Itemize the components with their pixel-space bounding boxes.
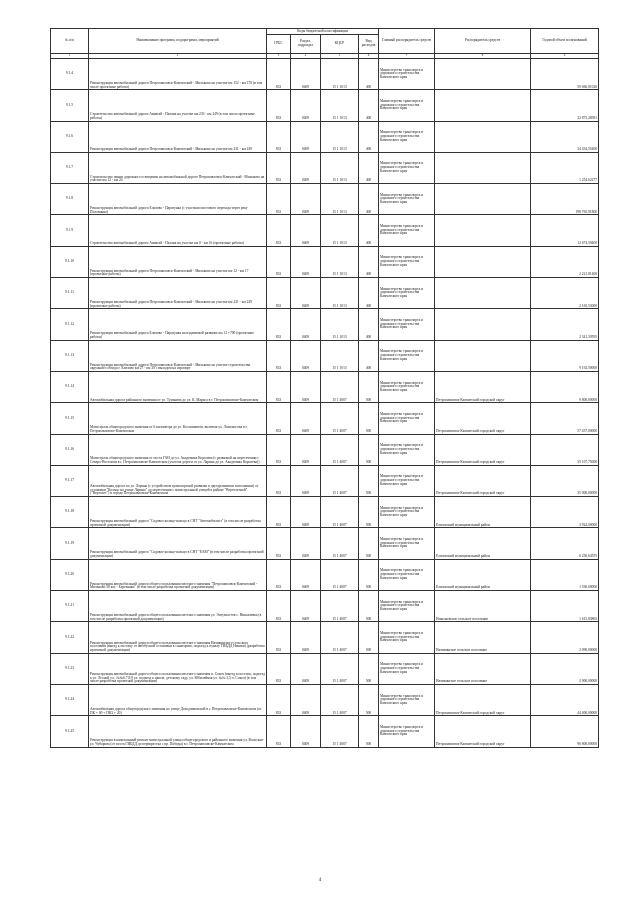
row-manager: Министерство транспорта и дорожного строительства Камчатского края	[379, 90, 435, 121]
header-name: Наименование программ, подпрограмм, мероприятий	[89, 29, 267, 54]
row-csr: 15 1 1013	[321, 121, 359, 152]
row-manager: Министерство транспорта и дорожного строительства Камчатского края	[379, 497, 435, 528]
row-name: Автомобильная дорога общегородского значения по улице Доходчиковской в г. Петропавловске-Камчатском (от ПК + 00 + ПК3 + 20)	[89, 684, 267, 715]
row-section: 0409	[291, 465, 321, 496]
row-grbs: 833	[267, 403, 291, 434]
budget-table	[50, 28, 599, 748]
table-row	[51, 59, 599, 90]
row-recipient: Начикинское сельское поселение	[435, 653, 531, 684]
row-section: 0409	[291, 152, 321, 183]
row-vr: 500	[359, 403, 379, 434]
row-grbs: 833	[267, 309, 291, 340]
row-grbs: 833	[267, 371, 291, 402]
row-recipient: Петропавловск-Камчатский городской округ	[435, 434, 531, 465]
column-index: 1	[51, 54, 89, 59]
row-csr: 15 1 4007	[321, 403, 359, 434]
row-manager: Министерство транспорта и дорожного строительства Камчатского края	[379, 59, 435, 90]
row-recipient	[435, 340, 531, 371]
row-csr: 15 1 1013	[321, 246, 359, 277]
table-row	[51, 528, 599, 559]
row-grbs: 833	[267, 340, 291, 371]
row-recipient: Начикинское сельское поселение	[435, 622, 531, 653]
row-number: 9.1.23	[51, 653, 89, 684]
table-row	[51, 90, 599, 121]
page-number: 4	[318, 878, 322, 883]
row-grbs: 833	[267, 215, 291, 246]
column-index: 8	[435, 54, 531, 59]
row-csr: 15 1 4007	[321, 591, 359, 622]
table-body	[51, 59, 599, 748]
row-amount: 50 666,01020	[531, 59, 599, 90]
header-recipient: Распорядитель средств	[435, 29, 531, 54]
row-manager: Министерство транспорта и дорожного строительства Камчатского края	[379, 184, 435, 215]
row-name: Реконструкция автомобильной дороги общего пользования местного значения п. Сокоч (выезд в поселок, подъезд к ул. Лесной ул., №№6,7,8,9 ул. подъезд к школе, детскому саду, ул. Юбилейная ул. №№ 3,5 п. Сокоч) (в том числе разработка проектной документации)	[89, 653, 267, 684]
row-manager: Министерство транспорта и дорожного строительства Камчатского края	[379, 246, 435, 277]
row-csr: 15 1 1013	[321, 309, 359, 340]
row-csr: 15 1 4007	[321, 653, 359, 684]
row-csr: 15 1 4007	[321, 622, 359, 653]
row-name: Строительство линии дорожного освещения на автомобильной дороге Петропавловск-Камчатский - Мильково на участке км 12 - км 24	[89, 152, 267, 183]
row-csr: 15 1 4007	[321, 528, 359, 559]
row-vr: 500	[359, 528, 379, 559]
row-vr: 400	[359, 215, 379, 246]
row-name: Магистраль общегородского значения от поста ГАИ до ул. Академика Королева (с развязкой на пересечении с Северо-Востоком в г. Петропавловске-Камчатском (участок дороги от ул. Ларина до ул. Академика Королева))	[89, 434, 267, 465]
table-row	[51, 340, 599, 371]
table-row	[51, 121, 599, 152]
row-recipient	[435, 215, 531, 246]
row-amount: 35 107,75000	[531, 434, 599, 465]
column-index: 2	[89, 54, 267, 59]
row-name: Реконструкция автомобильной дороги Петропавловск-Камчатский - Мильково на участке км 231 - км 249 (проектные работы)	[89, 278, 267, 309]
row-recipient: Елизовский муниципальный район	[435, 528, 531, 559]
row-recipient	[435, 121, 531, 152]
row-section: 0409	[291, 309, 321, 340]
row-amount: 2 341,39595	[531, 309, 599, 340]
table-row	[51, 246, 599, 277]
row-number: 9.1.19	[51, 528, 89, 559]
table-row	[51, 152, 599, 183]
row-recipient: Елизовский муниципальный район	[435, 559, 531, 590]
row-name: Реконструкция автомобильной дороги общего пользования местного значения "Петропавловск-Камчатский - Мильково 56 км. - Березняки" (в том числе разработка проектной документации)	[89, 559, 267, 590]
row-recipient	[435, 184, 531, 215]
row-manager: Министерство транспорта и дорожного строительства Камчатского края	[379, 622, 435, 653]
row-section: 0409	[291, 559, 321, 590]
row-vr: 500	[359, 371, 379, 402]
table-row	[51, 559, 599, 590]
row-name: Реконструкция автомобильной дороги Петропавловск-Камчатский - Мильково на участке км 231 - км 249	[89, 121, 267, 152]
row-recipient	[435, 246, 531, 277]
table-row	[51, 497, 599, 528]
row-name: Реконструкция автомобильной дороги общего пользования местного значения Начикинского сельского поселения (выезд к поселку от автобусной остановки к санаторию, подъезд к пункту ГИБДД Начики) (разработка проектной документации)	[89, 622, 267, 653]
row-manager: Министерство транспорта и дорожного строительства Камчатского края	[379, 121, 435, 152]
row-amount: 2 090,00000	[531, 622, 599, 653]
row-manager: Министерство транспорта и дорожного строительства Камчатского края	[379, 309, 435, 340]
table-row	[51, 309, 599, 340]
row-vr: 400	[359, 90, 379, 121]
row-number: 9.1.21	[51, 591, 89, 622]
row-name: Реконструкция автомобильной дороги "Садовое кольцо-кольцо в СНТ "ЕАМ" (в том числе разработка проектной документации)	[89, 528, 267, 559]
row-section: 0409	[291, 591, 321, 622]
column-index: 6	[359, 54, 379, 59]
row-number: 9.1.13	[51, 340, 89, 371]
row-grbs: 833	[267, 465, 291, 496]
row-section: 0409	[291, 622, 321, 653]
row-number: 9.1.16	[51, 434, 89, 465]
row-manager: Министерство транспорта и дорожного строительства Камчатского края	[379, 653, 435, 684]
row-manager: Министерство транспорта и дорожного строительства Камчатского края	[379, 278, 435, 309]
row-section: 0409	[291, 716, 321, 747]
row-vr: 500	[359, 716, 379, 747]
row-manager: Министерство транспорта и дорожного строительства Камчатского края	[379, 152, 435, 183]
row-grbs: 833	[267, 622, 291, 653]
row-amount: 9 800,00000	[531, 371, 599, 402]
row-number: 9.1.8	[51, 184, 89, 215]
row-number: 9.1.12	[51, 309, 89, 340]
row-vr: 500	[359, 434, 379, 465]
row-section: 0409	[291, 184, 321, 215]
row-amount: 1 530,00000	[531, 559, 599, 590]
row-grbs: 833	[267, 152, 291, 183]
table-row	[51, 434, 599, 465]
table-row	[51, 465, 599, 496]
row-grbs: 833	[267, 528, 291, 559]
row-name: Строительство автомобильной дороги Анавгай - Палана на участке км 233 - км 249 (в том числе проектные работы)	[89, 90, 267, 121]
row-recipient: Петропавловск-Камчатский городской округ	[435, 716, 531, 747]
row-vr: 400	[359, 59, 379, 90]
header-code-group: Коды бюджетной классификации	[267, 29, 379, 35]
table-row	[51, 716, 599, 747]
column-index: 7	[379, 54, 435, 59]
header-num: № п/п	[51, 29, 89, 54]
column-index: 3	[267, 54, 291, 59]
row-recipient: Петропавловск-Камчатский городской округ	[435, 403, 531, 434]
row-csr: 15 1 1013	[321, 152, 359, 183]
row-recipient: Петропавловск-Камчатский городской округ	[435, 684, 531, 715]
row-recipient: Петропавловск-Камчатский городской округ	[435, 465, 531, 496]
row-number: 9.1.9	[51, 215, 89, 246]
row-number: 9.1.14	[51, 371, 89, 402]
row-grbs: 833	[267, 434, 291, 465]
row-recipient	[435, 309, 531, 340]
row-recipient: Николаевское сельское поселение	[435, 591, 531, 622]
row-amount: 96 800,00000	[531, 716, 599, 747]
table-row	[51, 622, 599, 653]
row-recipient: Петропавловск-Камчатский городской округ	[435, 371, 531, 402]
table-row	[51, 278, 599, 309]
header-vr: Вид расходов	[359, 35, 379, 54]
row-section: 0409	[291, 59, 321, 90]
row-number: 9.1.18	[51, 497, 89, 528]
row-number: 9.1.15	[51, 403, 89, 434]
row-amount: 3 924,00000	[531, 497, 599, 528]
row-recipient	[435, 59, 531, 90]
row-amount: 1 254,62277	[531, 152, 599, 183]
row-amount: 57 437,00000	[531, 403, 599, 434]
row-vr: 500	[359, 684, 379, 715]
row-csr: 15 1 1013	[321, 90, 359, 121]
header-grbs: ГРБС	[267, 35, 291, 54]
row-section: 0409	[291, 121, 321, 152]
row-section: 0409	[291, 434, 321, 465]
row-vr: 500	[359, 591, 379, 622]
row-recipient	[435, 90, 531, 121]
row-vr: 500	[359, 465, 379, 496]
row-manager: Министерство транспорта и дорожного строительства Камчатского края	[379, 215, 435, 246]
row-manager: Министерство транспорта и дорожного строительства Камчатского края	[379, 591, 435, 622]
row-name: Автомобильная дорога по ул. Ларина (с устройством транспортной развязки в двухуровневом исполнении) от остановки "Кольцо на улице Ларина" до пересечения с магистральной улицей в районе "Вертолетной" ("Вертолет") в городе Петропавловске-Камчатском	[89, 465, 267, 496]
row-amount: 44 400,00000	[531, 684, 599, 715]
row-csr: 15 1 4007	[321, 434, 359, 465]
row-amount: 2 221,81400	[531, 246, 599, 277]
row-grbs: 833	[267, 559, 291, 590]
row-grbs: 833	[267, 278, 291, 309]
row-section: 0409	[291, 684, 321, 715]
row-grbs: 833	[267, 121, 291, 152]
row-manager: Министерство транспорта и дорожного строительства Камчатского края	[379, 403, 435, 434]
header-manager: Главный распорядитель средств	[379, 29, 435, 54]
row-number: 9.1.6	[51, 121, 89, 152]
row-grbs: 833	[267, 184, 291, 215]
column-index: 4	[291, 54, 321, 59]
table-row	[51, 653, 599, 684]
row-amount: 9 192,50000	[531, 340, 599, 371]
row-csr: 15 1 4007	[321, 465, 359, 496]
row-number: 9.1.25	[51, 716, 89, 747]
row-number: 9.1.4	[51, 59, 89, 90]
table-row	[51, 215, 599, 246]
row-manager: Министерство транспорта и дорожного строительства Камчатского края	[379, 434, 435, 465]
row-manager: Министерство транспорта и дорожного строительства Камчатского края	[379, 465, 435, 496]
row-csr: 15 1 4007	[321, 716, 359, 747]
row-grbs: 833	[267, 246, 291, 277]
row-amount: 6 250,64555	[531, 528, 599, 559]
row-grbs: 833	[267, 716, 291, 747]
row-manager: Министерство транспорта и дорожного строительства Камчатского края	[379, 371, 435, 402]
row-name: Строительство автомобильной дороги Анавгай - Палана на участке км 0 - км 16 (проектные работы)	[89, 215, 267, 246]
row-grbs: 833	[267, 684, 291, 715]
row-csr: 15 1 1013	[321, 184, 359, 215]
row-csr: 15 1 4007	[321, 497, 359, 528]
row-grbs: 833	[267, 591, 291, 622]
row-number: 9.1.5	[51, 90, 89, 121]
row-vr: 400	[359, 278, 379, 309]
row-vr: 400	[359, 340, 379, 371]
row-manager: Министерство транспорта и дорожного строительства Камчатского края	[379, 559, 435, 590]
row-name: Магистраль общегородского значения от 6 километра до ул. Космонавтов, включая ул. Ломоносова в г. Петропавловске-Камчатском	[89, 403, 267, 434]
row-name: Реконструкция автомобильной дороги Елизово - Паратунка (с участком мостового перехода через реку Половинка)	[89, 184, 267, 215]
row-vr: 500	[359, 559, 379, 590]
row-number: 9.1.10	[51, 246, 89, 277]
row-csr: 15 1 4007	[321, 559, 359, 590]
row-name: Реконструкция автомобильной дороги "Садовое кольцо-кольцо в СНТ "Автомобилист" (в том числе разработка проектной документации)	[89, 497, 267, 528]
row-amount: 12 674,59400	[531, 215, 599, 246]
row-section: 0409	[291, 653, 321, 684]
header-csr: КЦСР	[321, 35, 359, 54]
row-vr: 400	[359, 121, 379, 152]
row-manager: Министерство транспорта и дорожного строительства Камчатского края	[379, 528, 435, 559]
budget-table-sheet	[50, 28, 598, 748]
row-grbs: 833	[267, 90, 291, 121]
column-index: 5	[321, 54, 359, 59]
table-row	[51, 403, 599, 434]
row-section: 0409	[291, 371, 321, 402]
row-section: 0409	[291, 403, 321, 434]
table-row	[51, 591, 599, 622]
row-amount: 2 165,53000	[531, 278, 599, 309]
row-vr: 500	[359, 497, 379, 528]
row-section: 0409	[291, 528, 321, 559]
row-section: 0409	[291, 340, 321, 371]
table-row	[51, 184, 599, 215]
row-number: 9.1.11	[51, 278, 89, 309]
row-number: 9.1.17	[51, 465, 89, 496]
row-name: Реконструкция автомобильной дороги Елизово - Паратунка на издаваемой развязке км 12 +700 (проектные работы)	[89, 309, 267, 340]
row-section: 0409	[291, 278, 321, 309]
row-number: 9.1.22	[51, 622, 89, 653]
row-vr: 400	[359, 184, 379, 215]
table-row	[51, 371, 599, 402]
row-amount: 34 434,55400	[531, 121, 599, 152]
row-number: 9.1.24	[51, 684, 89, 715]
row-amount: 32 875,28581	[531, 90, 599, 121]
row-vr: 400	[359, 246, 379, 277]
row-grbs: 833	[267, 653, 291, 684]
row-vr: 500	[359, 653, 379, 684]
row-name: Реконструкция в капитальный ремонт магистральной улицы общегородского и районного значения ул. Вольская-ул. Чубарова (от поста ГИБДД до перекрестка с пр. Победы) в г. Петропавловске-Камчатском	[89, 716, 267, 747]
row-csr: 15 1 1013	[321, 59, 359, 90]
column-index: 9	[531, 54, 599, 59]
row-name: Реконструкция автомобильной дороги общего пользования местного значения ул. Энтузиастов с. Николаевка (в том числе разработка проектной документации)	[89, 591, 267, 622]
row-manager: Министерство транспорта и дорожного строительства Камчатского края	[379, 716, 435, 747]
row-amount: 198 765,91800	[531, 184, 599, 215]
row-recipient	[435, 278, 531, 309]
row-csr: 15 1 1013	[321, 340, 359, 371]
row-csr: 15 1 1013	[321, 278, 359, 309]
row-vr: 400	[359, 309, 379, 340]
row-section: 0409	[291, 497, 321, 528]
row-recipient	[435, 152, 531, 183]
row-name: Реконструкция автомобильной дороги Петропавловск-Камчатский - Мильково на участке км 152 - км 170 (в том числе проектные работы)	[89, 59, 267, 90]
row-number: 9.1.7	[51, 152, 89, 183]
row-vr: 500	[359, 622, 379, 653]
row-name: Реконструкция автомобильной дороги Петропавловск-Камчатский - Мильково на участке строительства окружного обхода г. Елизово км 27 - км 30 с выходом на аэропорт	[89, 340, 267, 371]
row-section: 0409	[291, 246, 321, 277]
row-section: 0409	[291, 90, 321, 121]
row-recipient: Елизовский муниципальный район	[435, 497, 531, 528]
row-amount: 1 615,83865	[531, 591, 599, 622]
row-vr: 400	[359, 152, 379, 183]
row-name: Реконструкция автомобильной дороги Петропавловск-Камчатский - Мильково на участке км 12 - км 17 (проектные работы)	[89, 246, 267, 277]
row-manager: Министерство транспорта и дорожного строительства Камчатского края	[379, 340, 435, 371]
row-grbs: 833	[267, 59, 291, 90]
row-csr: 15 1 4007	[321, 684, 359, 715]
row-csr: 15 1 1013	[321, 215, 359, 246]
row-amount: 35 000,00000	[531, 465, 599, 496]
row-number: 9.1.20	[51, 559, 89, 590]
header-section: Раздел, подраздел	[291, 35, 321, 54]
row-csr: 15 1 4007	[321, 371, 359, 402]
header-amount: Годовой объем ассигнований	[531, 29, 599, 54]
table-row	[51, 684, 599, 715]
row-manager: Министерство транспорта и дорожного строительства Камчатского края	[379, 684, 435, 715]
row-grbs: 833	[267, 497, 291, 528]
row-name: Автомобильная дорога районного значения от ул. Туманова до ул. К. Маркса в г. Петропавловске-Камчатском	[89, 371, 267, 402]
row-amount: 2 000,00000	[531, 653, 599, 684]
row-section: 0409	[291, 215, 321, 246]
